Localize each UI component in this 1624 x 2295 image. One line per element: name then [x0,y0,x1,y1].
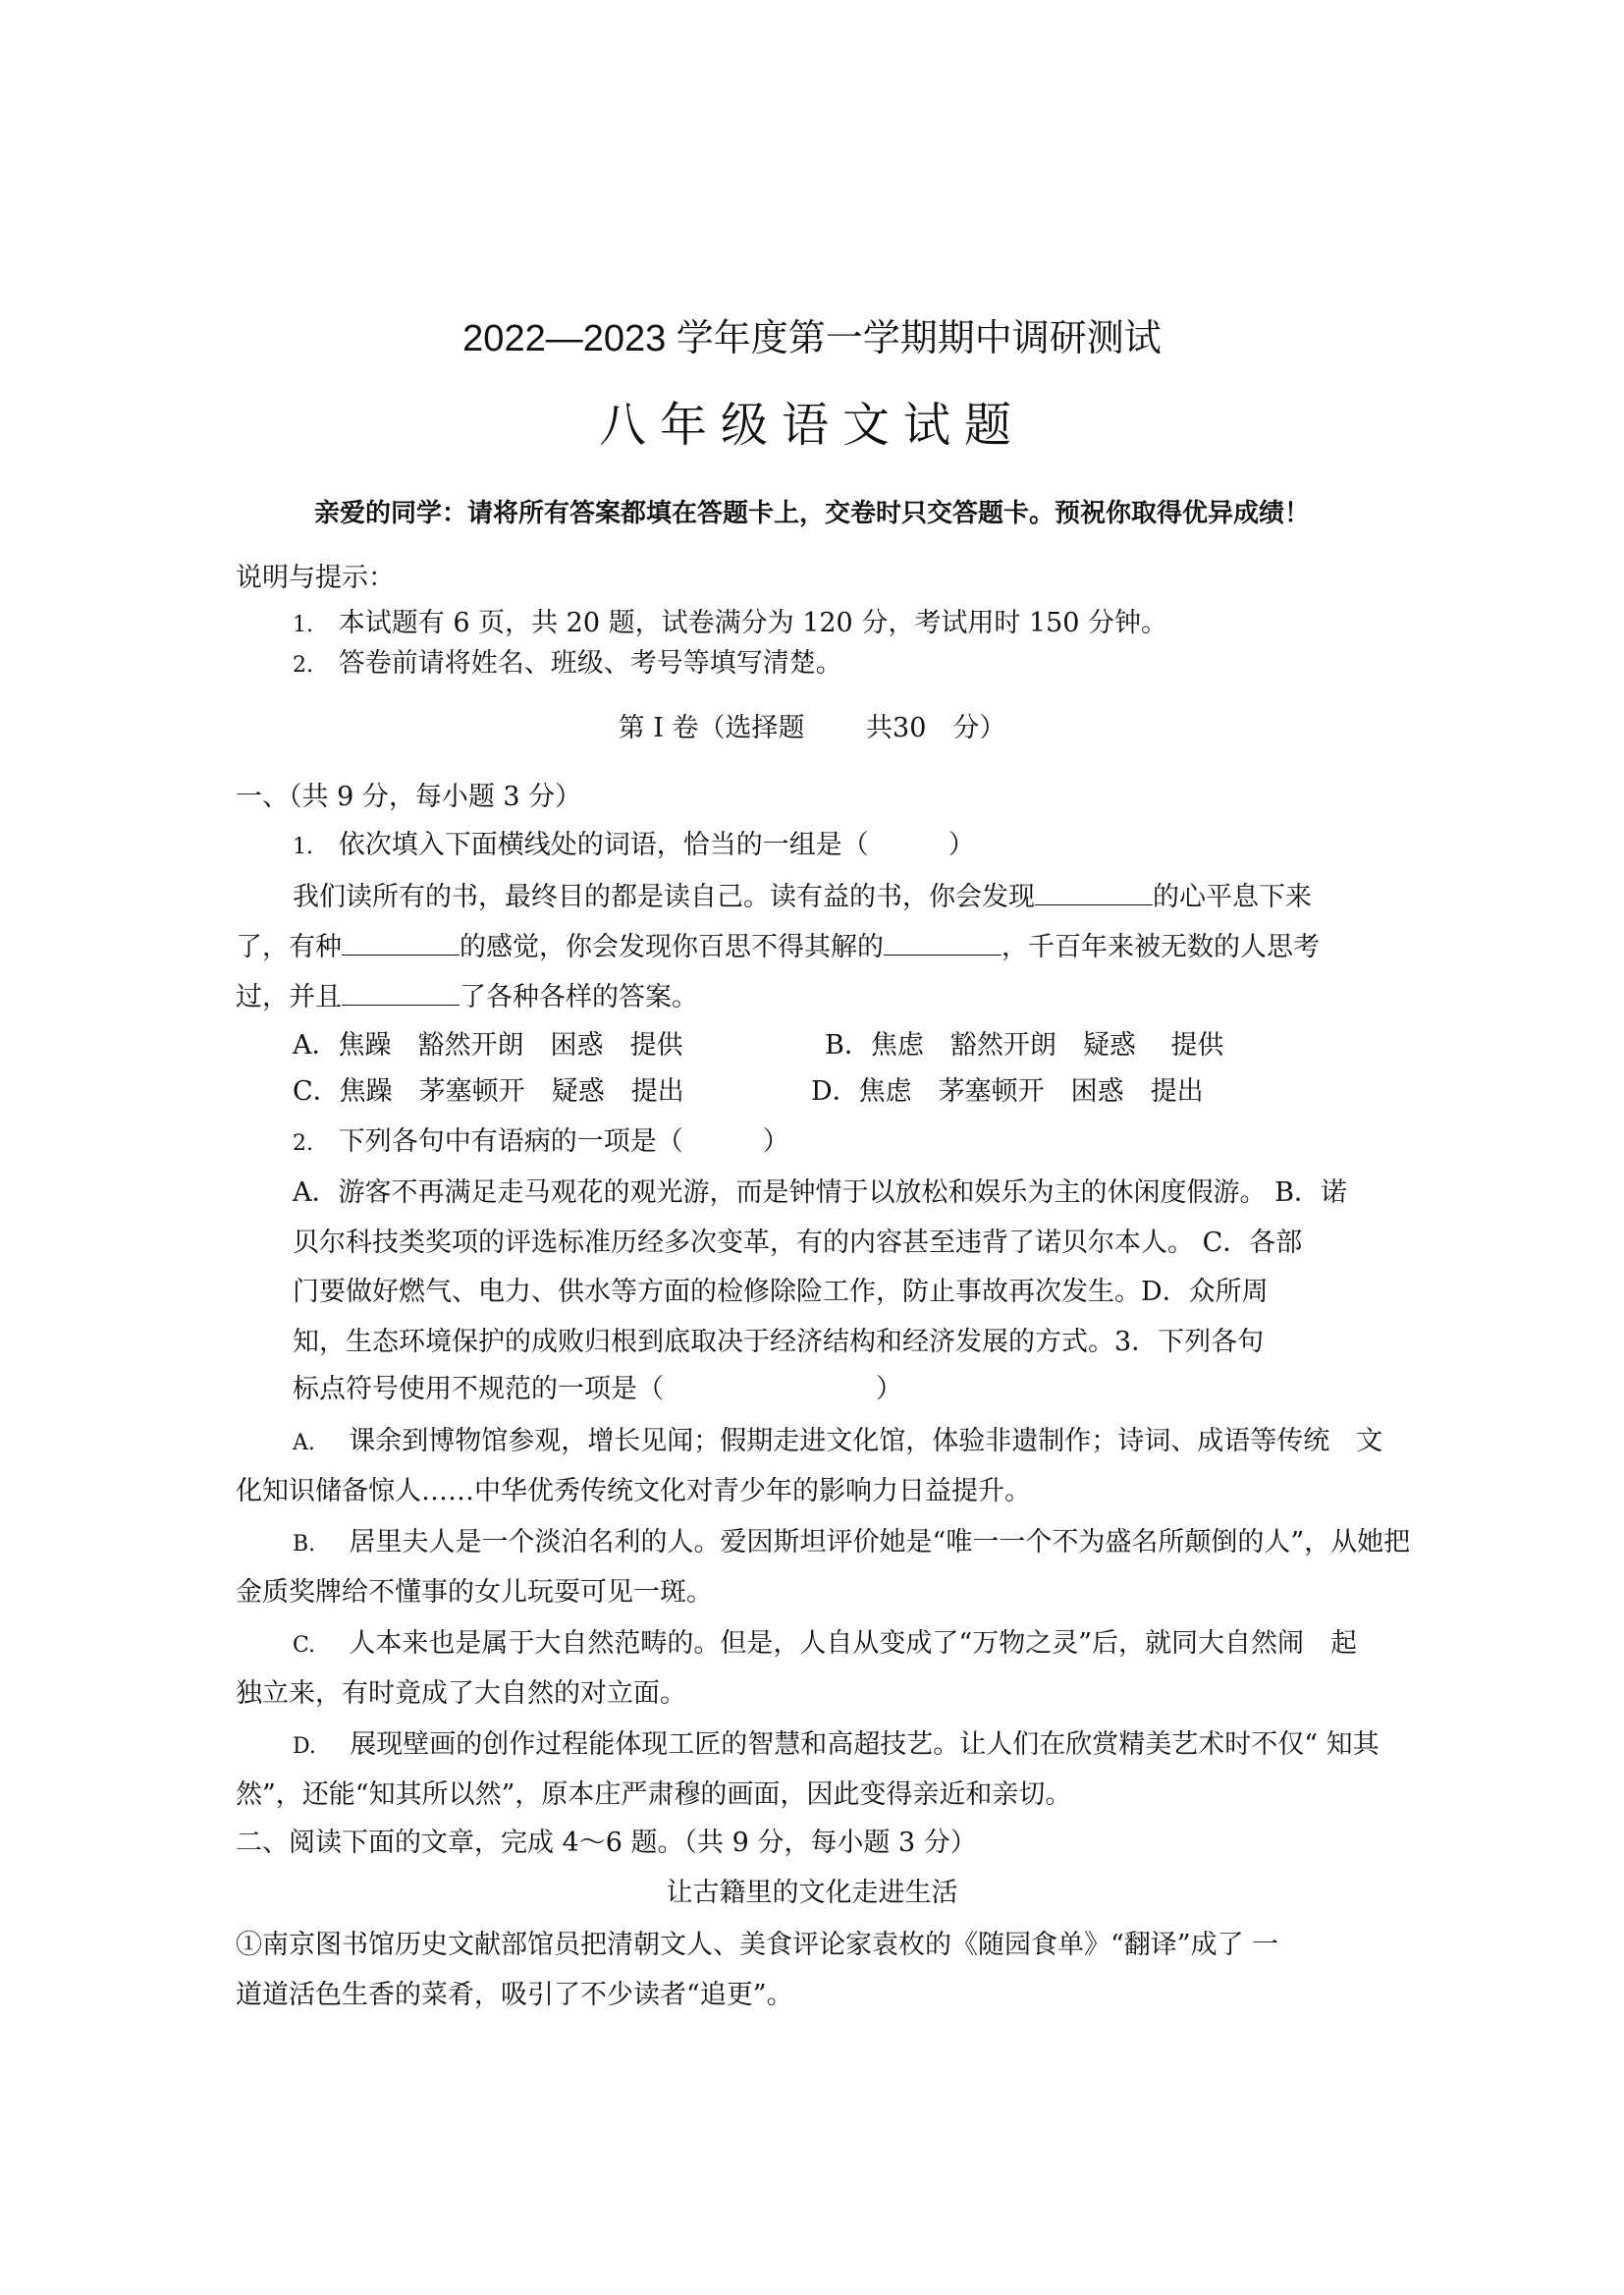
question-2-stem [293,1124,789,1162]
answer-option-a: A．焦躁 豁然开朗 困惑 提供 [293,1030,683,1061]
passage-text: ，千百年来被无数的人思考 [1001,932,1320,962]
passage-text: 的感觉，你会发现你百思不得其解的 [460,932,884,962]
passage-text: 的心平息下来 [1153,882,1312,912]
exam-title: 2022—2023 学年度第一学期期中调研测试 [462,318,1162,359]
section-heading: 二、阅读下面的文章，完成 4～6 题。（共 9 分，每小题 3 分） [236,1828,977,1858]
question-number: 2. [293,1131,313,1156]
question-text: 下列各句中有语病的一项是（ ） [338,1126,789,1157]
question-2-line: A．游客不再满足走马观花的观光游，而是钟情于以放松和娱乐为主的休闲度假游。 B．诺 [293,1177,1347,1208]
option-text: 人本来也是属于大自然范畴的。但是，人自从变成了“万物之灵”后，就同大自然闹 起 [349,1628,1357,1659]
option-text: 课余到博物馆参观，增长见闻；假期走进文化馆，体验非遗制作；诗词、成语等传统 文 [349,1426,1383,1456]
question-3-option [293,1727,1380,1765]
passage-text: 我们读所有的书，最终目的都是读自己。读有益的书，你会发现 [293,882,1035,912]
section-heading: 一、（共 9 分，每小题 3 分） [236,782,582,812]
instruction-text: 答卷前请将姓名、班级、考号等填写清楚。 [338,648,842,679]
question-3-option [293,1525,1410,1562]
answer-option-b: B．焦虑 豁然开朗 疑惑 提供 [825,1030,1224,1061]
fill-blank [342,929,460,956]
passage-line [236,929,1320,965]
option-letter: A. [293,1431,315,1455]
option-letter: B. [293,1532,316,1557]
question-2-line: 贝尔科技类奖项的评选标准历经多次变革，有的内容甚至违背了诺贝尔本人。 C．各部 [293,1228,1303,1258]
question-1-stem [293,828,975,865]
passage-text: 了，有种 [236,932,342,962]
answer-option-c: C．焦躁 茅塞顿开 疑惑 提出 [293,1076,684,1107]
instruction-number: 2. [293,653,313,678]
option-continuation: 然”，还能“知其所以然”，原本庄严肃穆的画面，因此变得亲近和亲切。 [236,1779,1072,1810]
instruction-item [293,646,842,683]
passage-line [236,979,698,1015]
question-text: 依次填入下面横线处的词语，恰当的一组是（ ） [338,830,975,860]
instructions-heading: 说明与提示： [236,563,395,593]
question-3-option [293,1424,1382,1461]
option-letter: C. [293,1633,316,1658]
option-continuation: 独立来，有时竟成了大自然的对立面。 [236,1678,686,1709]
article-paragraph-line: 道道活色生香的菜肴，吸引了不少读者“追更”。 [236,1980,793,2010]
instruction-item [293,606,1167,643]
question-2-line: 标点符号使用不规范的一项是（ ） [293,1374,902,1404]
fill-blank [1035,879,1153,905]
question-3-option [293,1626,1357,1664]
option-letter: D. [293,1734,316,1759]
option-continuation: 金质奖牌给不懂事的女儿玩耍可见一斑。 [236,1577,713,1608]
passage-line [293,879,1312,915]
answer-option-d: D．焦虑 茅塞顿开 困惑 提出 [811,1076,1204,1107]
article-paragraph-line: ①南京图书馆历史文献部馆员把清朝文人、美食评论家袁枚的《随园食单》“翻译”成了 一 [236,1930,1279,1960]
instruction-number: 1. [293,613,313,637]
option-text: 居里夫人是一个淡泊名利的人。爱因斯坦评价她是“唯一一个不为盛名所颠倒的人”，从她把 [349,1527,1411,1557]
part-heading: 第 Ⅰ 卷（选择题 共30 分） [618,713,1006,743]
passage-text: 了各种各样的答案。 [460,982,698,1012]
option-text: 展现壁画的创作过程能体现工匠的智慧和高超技艺。让人们在欣赏精美艺术时不仅“ 知其 [350,1729,1380,1760]
question-2-line: 知，生态环境保护的成败归根到底取决于经济结构和经济发展的方式。3．下列各句 [293,1327,1265,1357]
exam-subtitle: 八年级语文试题 [598,400,1025,452]
option-continuation: 化知识储备惊人……中华优秀传统文化对青少年的影响力日益提升。 [236,1476,1031,1506]
fill-blank [342,979,460,1006]
question-2-line: 门要做好燃气、电力、供水等方面的检修除险工作，防止事故再次发生。D．众所周 [293,1277,1269,1307]
question-number: 1. [293,835,313,859]
passage-text: 过，并且 [236,982,342,1012]
exam-notice: 亲爱的同学：请将所有答案都填在答题卡上，交卷时只交答题卡。预祝你取得优异成绩！ [313,499,1310,528]
fill-blank [884,929,1001,956]
instruction-text: 本试题有 6 页，共 20 题，试卷满分为 120 分，考试用时 150 分钟。 [338,608,1168,638]
article-title: 让古籍里的文化走进生活 [666,1878,958,1908]
